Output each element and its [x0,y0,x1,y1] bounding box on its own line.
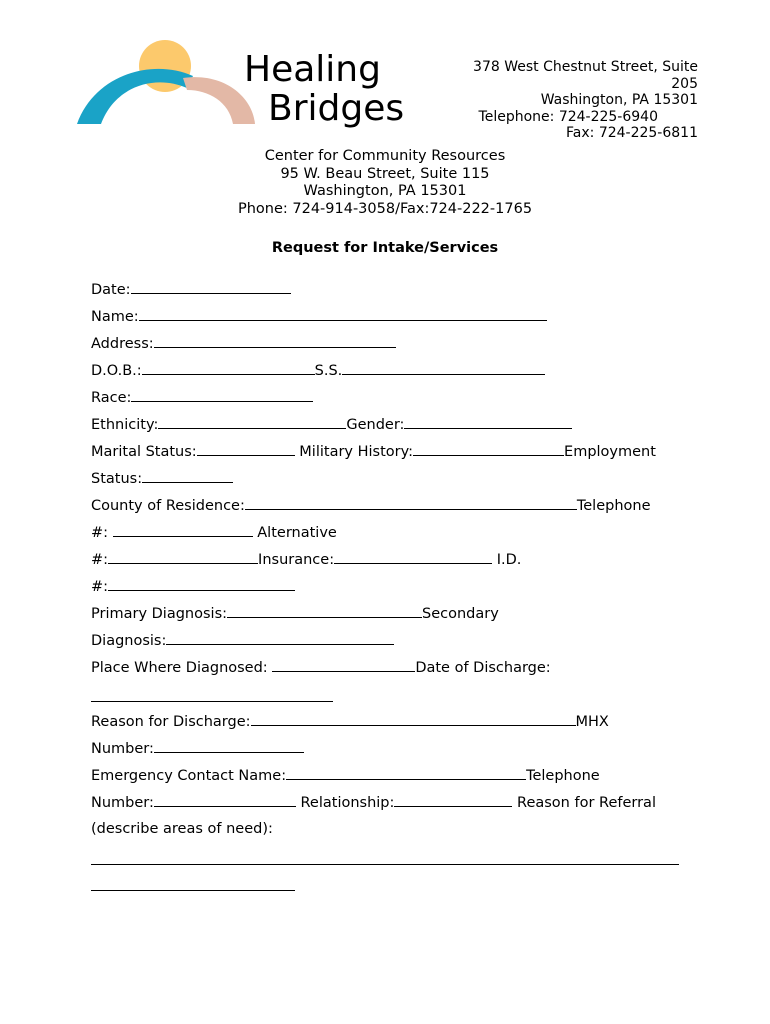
address-line: Washington, PA 15301 [540,92,698,108]
relationship-label: Relationship: [300,795,395,811]
id-label: I.D. [496,552,522,568]
form-row-ethnicity [91,415,572,434]
form-row-alt-insurance [91,550,521,569]
mhx-number-field[interactable] [154,739,304,753]
logo-left-arch [77,69,193,124]
ss-label: S.S. [314,363,343,379]
ethnicity-label: Ethnicity: [91,417,159,433]
mhx-label: MHX [575,714,609,730]
form-row-race [91,388,313,407]
center-street: 95 W. Beau Street, Suite 115 [280,165,490,182]
form-row-secondary-diagnosis [91,631,394,650]
emergency-number-field[interactable] [154,793,296,807]
date-label: Date: [91,282,131,298]
race-field[interactable] [131,388,313,402]
form-row-emergency-contact [91,766,600,785]
ethnicity-field[interactable] [158,415,346,429]
number-sign-label: #: [91,525,109,541]
reason-discharge-label: Reason for Discharge: [91,714,251,730]
number-sign-label: #: [91,552,109,568]
form-row-address [91,334,396,353]
date-discharge-field[interactable] [91,701,333,702]
alternative-label: Alternative [257,525,337,541]
gender-label: Gender: [346,417,405,433]
organization-address [458,59,698,142]
place-diagnosed-field[interactable] [272,658,415,672]
center-phone: Phone: 724-914-3058/Fax:724-222-1765 [237,200,533,217]
dob-field[interactable] [142,361,315,375]
status-label: Status: [91,471,143,487]
marital-status-field[interactable] [197,442,295,456]
describe-label: (describe areas of need): [91,821,273,837]
form-row-primary-diagnosis [91,604,499,623]
id-field[interactable] [108,577,295,591]
form-row-marital [91,442,656,461]
alternative-field[interactable] [108,550,258,564]
telephone-label: Telephone [576,498,651,514]
race-label: Race: [91,390,132,406]
place-diagnosed-label: Place Where Diagnosed: [91,660,268,676]
healing-bridges-logo [75,38,257,128]
insurance-label: Insurance: [258,552,335,568]
form-row-mhx-number [91,739,304,758]
center-name: Center for Community Resources [264,148,506,164]
secondary-label: Secondary [422,606,499,622]
form-row-reason-discharge [91,712,609,731]
form-row-employment-status [91,469,233,488]
form-title: Request for Intake/Services [271,240,499,256]
employment-label: Employment [564,444,656,460]
number-label: Number: [91,741,154,757]
telephone-label: Telephone [526,768,600,784]
relationship-field[interactable] [394,793,512,807]
secondary-diagnosis-field[interactable] [166,631,394,645]
form-row-name [91,307,547,326]
reason-discharge-field[interactable] [251,712,576,726]
form-row-emergency-number [91,793,656,812]
form-row-telephone [91,523,337,542]
name-field[interactable] [139,307,547,321]
marital-status-label: Marital Status: [91,444,197,460]
employment-status-field[interactable] [142,469,233,483]
date-field[interactable] [131,280,291,294]
gender-field[interactable] [404,415,572,429]
county-label: County of Residence: [91,498,245,514]
primary-diagnosis-field[interactable] [227,604,422,618]
emergency-contact-field[interactable] [286,766,526,780]
number-label: Number: [91,795,154,811]
reason-referral-label: Reason for Referral [517,795,656,811]
insurance-field[interactable] [334,550,492,564]
form-row-date [91,280,291,299]
form-row-describe [91,820,273,838]
form-row-id [91,577,295,596]
referral-reason-field-continued[interactable] [91,890,295,891]
ss-field[interactable] [342,361,545,375]
address-label: Address: [91,336,154,352]
telephone-line: Telephone: 724-225-6940 [478,108,658,125]
referral-reason-field[interactable] [91,864,679,865]
date-discharge-label: Date of Discharge: [415,660,551,676]
diagnosis-label: Diagnosis: [91,633,167,649]
logo-text-bridges: Bridges [268,88,405,129]
military-history-field[interactable] [413,442,564,456]
name-label: Name: [91,309,139,325]
center-address [0,148,770,218]
form-row-dob [91,361,545,380]
logo-text-healing: Healing [244,49,381,90]
emergency-contact-label: Emergency Contact Name: [91,768,287,784]
address-line: 205 [671,75,698,92]
center-city: Washington, PA 15301 [303,183,467,199]
fax-line: Fax: 724-225-6811 [566,125,698,141]
telephone-field[interactable] [113,523,253,537]
county-field[interactable] [245,496,577,510]
primary-diagnosis-label: Primary Diagnosis: [91,606,228,622]
dob-label: D.O.B.: [91,363,142,379]
number-sign-label: #: [91,579,109,595]
address-line: 378 West Chestnut Street, Suite [473,59,698,75]
military-history-label: Military History: [299,444,414,460]
address-field[interactable] [154,334,396,348]
form-row-place-diagnosed [91,658,551,677]
form-row-county [91,496,651,515]
